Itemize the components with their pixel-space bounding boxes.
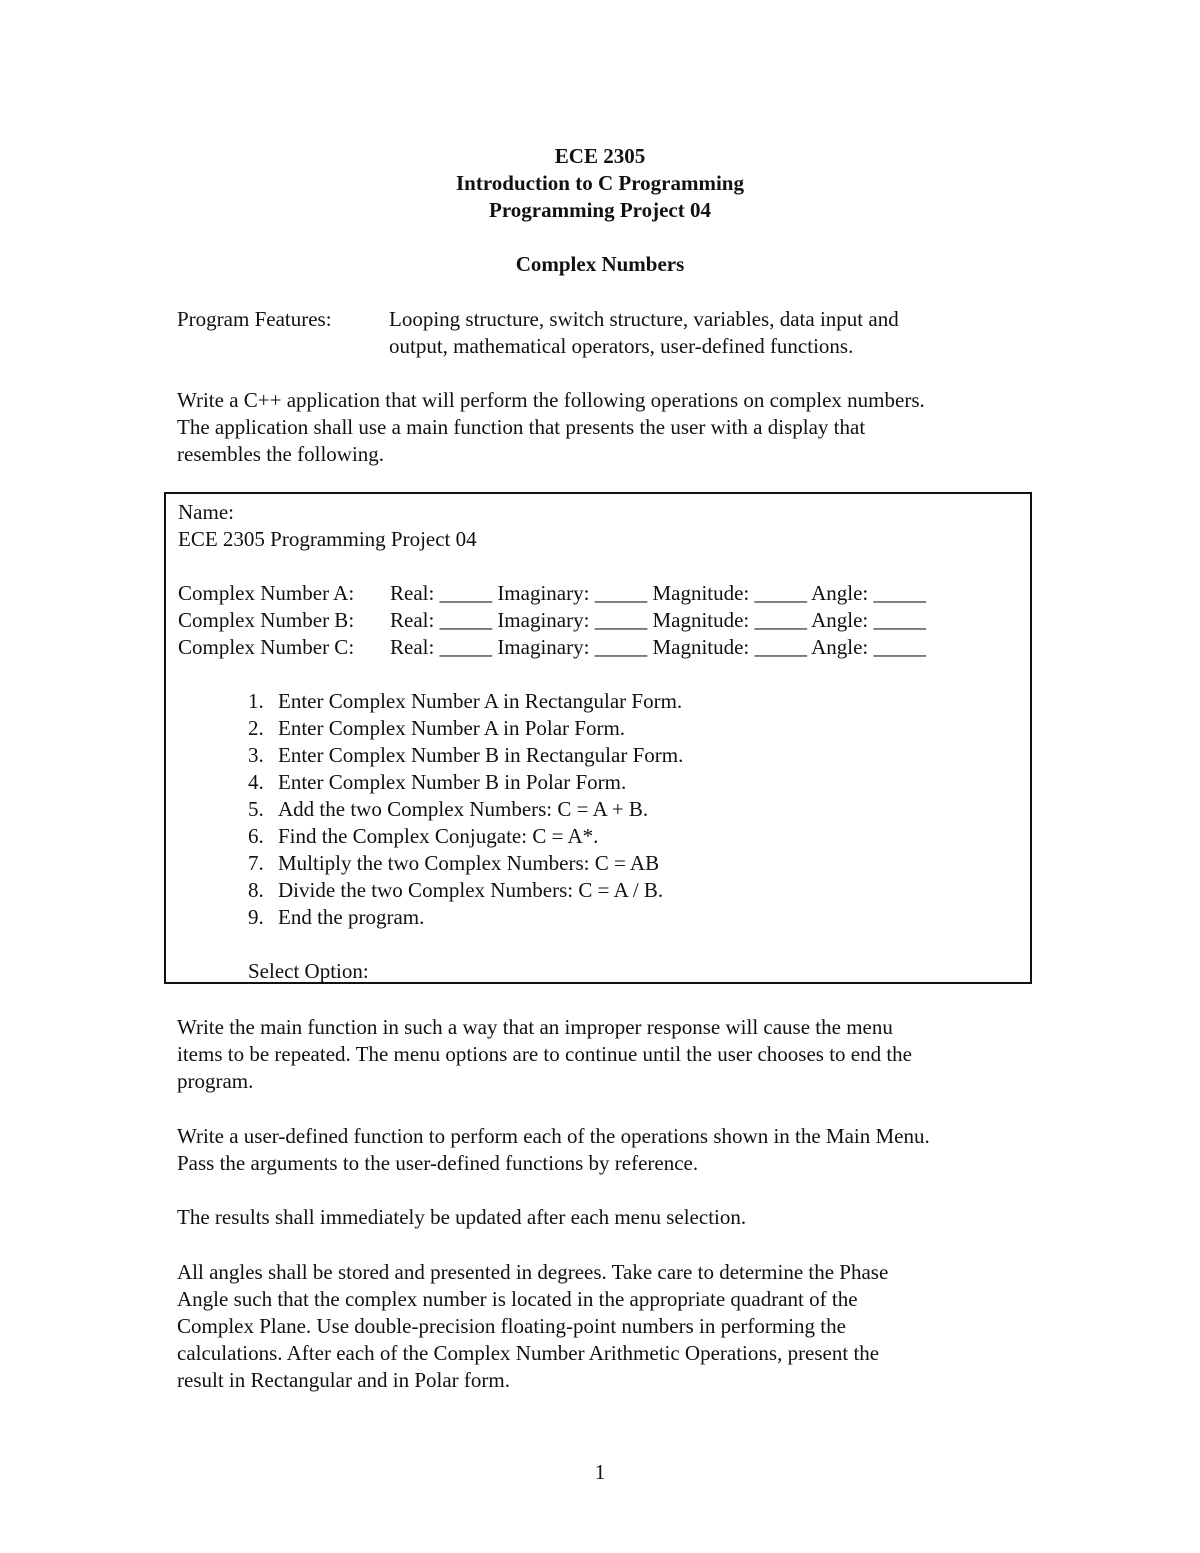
- menu-item-text: Multiply the two Complex Numbers: C = AB: [278, 851, 660, 875]
- paragraph-angles: [177, 1259, 888, 1394]
- intro-line: Write a C++ application that will perform the following operations on complex numbers.: [177, 388, 925, 412]
- course-title: Introduction to C Programming: [456, 171, 744, 195]
- paragraph-line: The results shall immediately be updated after each menu selection.: [177, 1205, 747, 1229]
- menu-item: [248, 823, 683, 850]
- intro-line: resembles the following.: [177, 442, 385, 466]
- menu-list: [248, 688, 683, 931]
- menu-item: [248, 850, 683, 877]
- menu-item-text: Enter Complex Number A in Rectangular Form.: [278, 689, 683, 713]
- complex-row-fields: Real: _____ Imaginary: _____ Magnitude: _____ Angle: _____: [390, 581, 927, 605]
- menu-item: [248, 877, 683, 904]
- paragraph-line: Pass the arguments to the user-defined functions by reference.: [177, 1151, 699, 1175]
- paragraph-line: Angle such that the complex number is located in the appropriate quadrant of the: [177, 1287, 858, 1311]
- page-number: 1: [594, 1460, 606, 1484]
- topic-title: Complex Numbers: [515, 252, 685, 276]
- features-text: [389, 306, 899, 360]
- menu-item-text: End the program.: [278, 905, 425, 929]
- paragraph-line: Write a user-defined function to perform each of the operations shown in the Main Menu.: [177, 1124, 930, 1148]
- paragraph-results: [177, 1204, 746, 1231]
- menu-item-number: 9.: [248, 905, 264, 929]
- menu-item-text: Divide the two Complex Numbers: C = A / B.: [278, 878, 664, 902]
- menu-item-text: Find the Complex Conjugate: C = A*.: [278, 824, 599, 848]
- menu-item-number: 7.: [248, 851, 264, 875]
- complex-number-row-a: [178, 580, 926, 607]
- course-code: ECE 2305: [554, 144, 646, 168]
- project-line: ECE 2305 Programming Project 04: [178, 527, 477, 551]
- menu-item-text: Enter Complex Number A in Polar Form.: [278, 716, 626, 740]
- paragraph-line: items to be repeated. The menu options are to continue until the user chooses to end the: [177, 1042, 912, 1066]
- complex-row-fields: Real: _____ Imaginary: _____ Magnitude: _____ Angle: _____: [390, 608, 927, 632]
- menu-item-number: 5.: [248, 797, 264, 821]
- menu-item-number: 3.: [248, 743, 264, 767]
- complex-row-fields: Real: _____ Imaginary: _____ Magnitude: _____ Angle: _____: [390, 635, 927, 659]
- intro-paragraph: [177, 387, 925, 468]
- intro-line: The application shall use a main function that presents the user with a display that: [177, 415, 866, 439]
- features-line: Looping structure, switch structure, variables, data input and: [389, 307, 899, 331]
- select-option-prompt: Select Option:: [248, 959, 369, 983]
- name-line: Name:: [178, 500, 234, 524]
- paragraph-line: All angles shall be stored and presented in degrees. Take care to determine the Phase: [177, 1260, 889, 1284]
- complex-number-row-c: [178, 634, 926, 661]
- project-title: Programming Project 04: [489, 198, 711, 222]
- complex-number-row-b: [178, 607, 926, 634]
- sample-display-box: [164, 492, 1032, 984]
- menu-item-number: 8.: [248, 878, 264, 902]
- menu-item-text: Add the two Complex Numbers: C = A + B.: [278, 797, 649, 821]
- features-line: output, mathematical operators, user-defined functions.: [389, 334, 854, 358]
- menu-item-number: 2.: [248, 716, 264, 740]
- complex-row-label: Complex Number A:: [178, 581, 355, 605]
- menu-item: [248, 904, 683, 931]
- menu-item-text: Enter Complex Number B in Rectangular Form.: [278, 743, 684, 767]
- paragraph-line: result in Rectangular and in Polar form.: [177, 1368, 510, 1392]
- complex-row-label: Complex Number C:: [178, 635, 355, 659]
- paragraph-line: calculations. After each of the Complex Number Arithmetic Operations, present the: [177, 1341, 880, 1365]
- features-label: Program Features:: [177, 307, 332, 331]
- paragraph-user-functions: [177, 1123, 930, 1177]
- paragraph-line: Write the main function in such a way that an improper response will cause the menu: [177, 1015, 893, 1039]
- menu-item: [248, 742, 683, 769]
- paragraph-main-function: [177, 1014, 912, 1095]
- menu-item: [248, 769, 683, 796]
- menu-item-text: Enter Complex Number B in Polar Form.: [278, 770, 627, 794]
- paragraph-line: Complex Plane. Use double-precision floating-point numbers in performing the: [177, 1314, 846, 1338]
- menu-item: [248, 796, 683, 823]
- menu-item-number: 6.: [248, 824, 264, 848]
- menu-item: [248, 715, 683, 742]
- paragraph-line: program.: [177, 1069, 254, 1093]
- menu-item: [248, 688, 683, 715]
- complex-row-label: Complex Number B:: [178, 608, 355, 632]
- menu-item-number: 1.: [248, 689, 264, 713]
- menu-item-number: 4.: [248, 770, 264, 794]
